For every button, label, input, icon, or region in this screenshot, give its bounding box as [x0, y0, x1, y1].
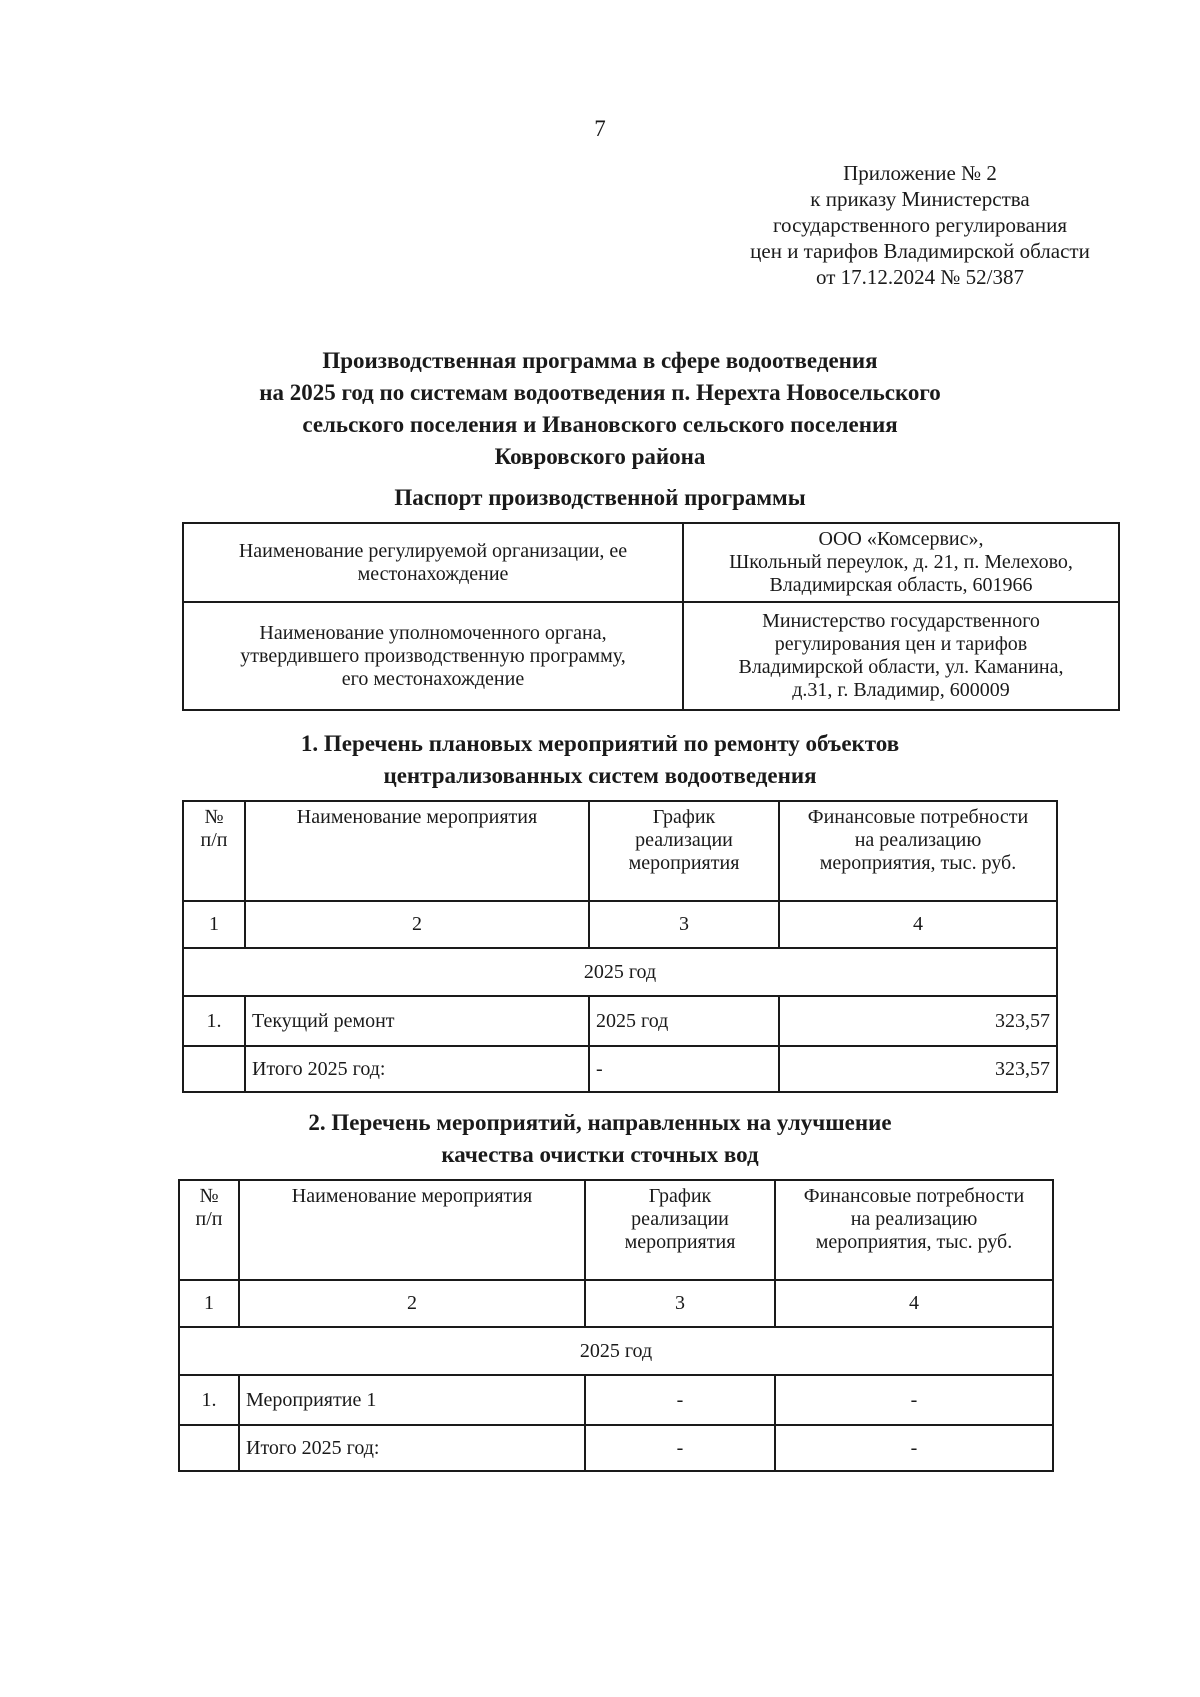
- cell-line: д.31, г. Владимир, 600009: [792, 679, 1010, 701]
- section2-heading-line: 2. Перечень мероприятий, направленных на улучшение: [308, 1110, 892, 1135]
- cell-line: на реализацию: [850, 1208, 978, 1230]
- row-name-cell: Итого 2025 год:: [245, 1046, 589, 1092]
- year-cell: 2025 год: [183, 948, 1057, 996]
- cell-line: п/п: [195, 1208, 223, 1230]
- header-cell-number: [183, 801, 245, 901]
- cell-line: мероприятия, тыс. руб.: [819, 852, 1017, 874]
- column-number-cell: 2: [245, 901, 589, 948]
- cell-line: регулирования цен и тарифов: [774, 633, 1028, 655]
- row-finance-cell: -: [775, 1425, 1053, 1471]
- cell-line: на реализацию: [854, 829, 982, 851]
- row-finance-cell: 323,57: [779, 1046, 1057, 1092]
- row-finance-cell: 323,57: [779, 996, 1057, 1046]
- table-row: [179, 1375, 1053, 1425]
- year-row: [179, 1327, 1053, 1375]
- column-number-cell: 2: [239, 1280, 585, 1327]
- passport-heading-text: Паспорт производственной программы: [394, 485, 806, 510]
- table-row-total: [179, 1425, 1053, 1471]
- cell-line: Школьный переулок, д. 21, п. Мелехово,: [729, 551, 1073, 573]
- cell-line: утвердившего производственную программу,: [240, 644, 626, 667]
- row-number-cell: 1.: [183, 996, 245, 1046]
- passport-row: [183, 523, 1119, 602]
- column-number-row: [183, 901, 1057, 948]
- section1-heading-line: 1. Перечень плановых мероприятий по ремонту объектов: [300, 731, 900, 756]
- row-name-cell: Мероприятие 1: [239, 1375, 585, 1425]
- row-finance-cell: -: [775, 1375, 1053, 1425]
- column-number-cell: 1: [183, 901, 245, 948]
- header-cell-name: [239, 1180, 585, 1280]
- title-line: Ковровского района: [494, 444, 706, 469]
- section2-heading: [200, 1107, 1000, 1171]
- header-cell-finance: [779, 801, 1057, 901]
- column-number-cell: 3: [585, 1280, 775, 1327]
- column-number-cell: 4: [775, 1280, 1053, 1327]
- passport-table: [182, 522, 1120, 711]
- cell-line: Министерство государственного: [762, 610, 1040, 632]
- appendix-line: цен и тарифов Владимирской области: [750, 239, 1090, 263]
- section1-table: [182, 800, 1058, 1093]
- title-line: на 2025 год по системам водоотведения п. Нерехта Новосельского: [259, 380, 941, 405]
- appendix-line: от 17.12.2024 № 52/387: [815, 265, 1025, 289]
- table-row-total: [183, 1046, 1057, 1092]
- header-cell-schedule: [589, 801, 779, 901]
- cell-line: Владимирской области, ул. Каманина,: [738, 656, 1064, 678]
- cell-line: Наименование мероприятия: [296, 806, 538, 828]
- section2-table: [178, 1179, 1054, 1472]
- table-header-row: [179, 1180, 1053, 1280]
- cell-line: Наименование мероприятия: [291, 1185, 533, 1207]
- cell-line: местонахождение: [357, 562, 509, 585]
- passport-row: [183, 602, 1119, 710]
- passport-label-cell: [183, 602, 683, 710]
- year-cell: 2025 год: [179, 1327, 1053, 1375]
- cell-line: График: [652, 806, 716, 828]
- cell-line: Финансовые потребности: [803, 1185, 1025, 1207]
- cell-line: Наименование регулируемой организации, ее: [238, 539, 628, 562]
- page-number: 7: [594, 116, 606, 141]
- title-line: сельского поселения и Ивановского сельского поселения: [302, 412, 898, 437]
- cell-line: мероприятия: [624, 1231, 736, 1253]
- header-cell-schedule: [585, 1180, 775, 1280]
- cell-line: п/п: [200, 829, 228, 851]
- table-header-row: [183, 801, 1057, 901]
- section1-heading-line: централизованных систем водоотведения: [383, 763, 817, 788]
- column-number-row: [179, 1280, 1053, 1327]
- cell-line: Владимирская область, 601966: [769, 574, 1033, 596]
- row-schedule-cell: 2025 год: [589, 996, 779, 1046]
- row-number-cell: [183, 1046, 245, 1092]
- row-schedule-cell: -: [585, 1375, 775, 1425]
- header-cell-number: [179, 1180, 239, 1280]
- row-schedule-cell: -: [585, 1425, 775, 1471]
- column-number-cell: 4: [779, 901, 1057, 948]
- cell-line: мероприятия, тыс. руб.: [815, 1231, 1013, 1253]
- cell-line: реализации: [635, 829, 733, 851]
- header-cell-finance: [775, 1180, 1053, 1280]
- document-title: [200, 345, 1000, 473]
- appendix-line: государственного регулирования: [772, 213, 1068, 237]
- cell-line: его местонахождение: [341, 667, 525, 690]
- section2-heading-line: качества очистки сточных вод: [441, 1142, 759, 1167]
- year-row: [183, 948, 1057, 996]
- column-number-cell: 3: [589, 901, 779, 948]
- row-name-cell: Итого 2025 год:: [239, 1425, 585, 1471]
- cell-line: Наименование уполномоченного органа,: [259, 621, 607, 644]
- title-line: Производственная программа в сфере водоотведения: [322, 348, 878, 373]
- appendix-line: Приложение № 2: [843, 161, 997, 185]
- cell-line: реализации: [631, 1208, 729, 1230]
- section1-heading: [200, 728, 1000, 792]
- table-row: [183, 996, 1057, 1046]
- cell-line: График: [648, 1185, 712, 1207]
- cell-line: №: [204, 806, 224, 828]
- header-cell-name: [245, 801, 589, 901]
- cell-line: №: [199, 1185, 219, 1207]
- cell-line: мероприятия: [628, 852, 740, 874]
- passport-label-cell: [183, 523, 683, 602]
- column-number-cell: 1: [179, 1280, 239, 1327]
- passport-heading: [200, 482, 1000, 514]
- row-schedule-cell: -: [589, 1046, 779, 1092]
- passport-value-cell: [683, 523, 1119, 602]
- appendix-line: к приказу Министерства: [810, 187, 1030, 211]
- cell-line: ООО «Комсервис»,: [818, 528, 984, 550]
- cell-line: Финансовые потребности: [807, 806, 1029, 828]
- row-name-cell: Текущий ремонт: [245, 996, 589, 1046]
- appendix-block: [720, 160, 1120, 290]
- row-number-cell: 1.: [179, 1375, 239, 1425]
- row-number-cell: [179, 1425, 239, 1471]
- passport-value-cell: [683, 602, 1119, 710]
